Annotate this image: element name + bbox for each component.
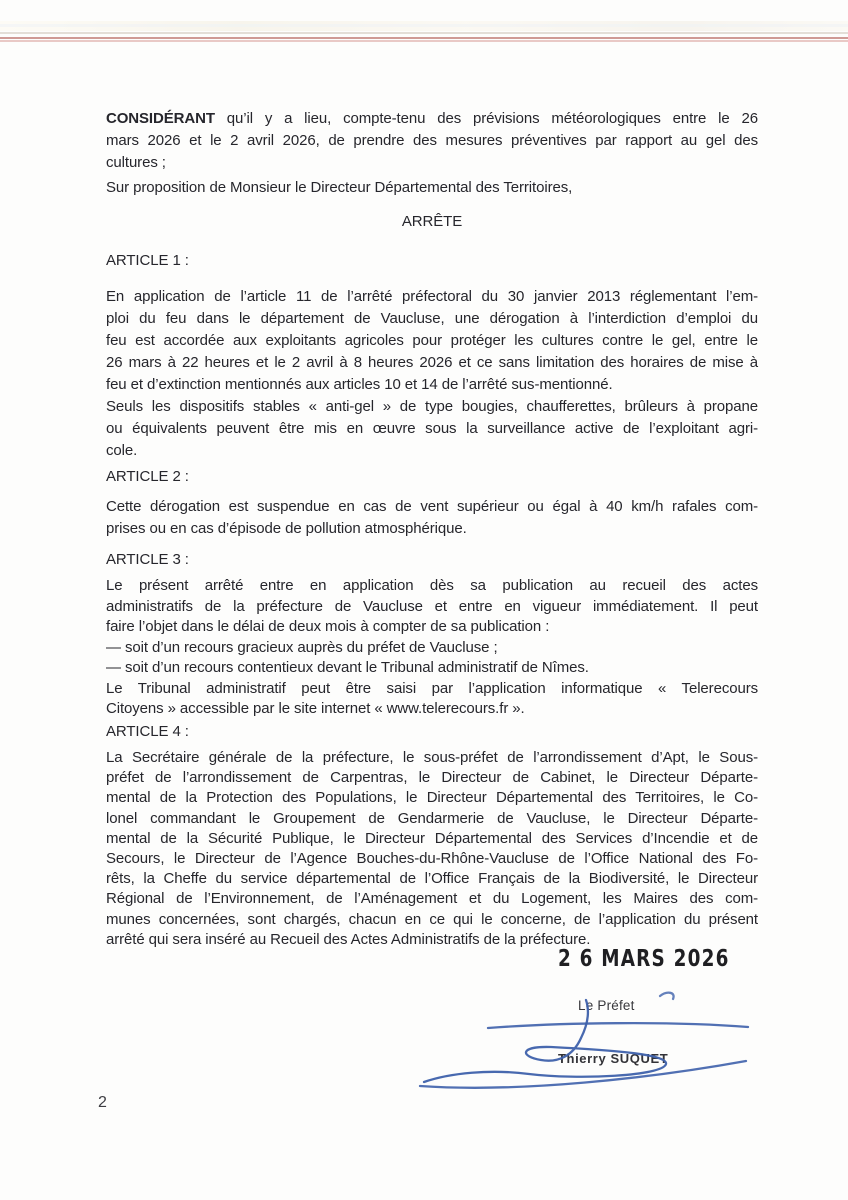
date-stamp: 2 6 MARS 2026 xyxy=(558,946,730,972)
text-line: 26 mars à 22 heures et le 2 avril à 8 heures 2026 et ce sans limitation des horaires de mise à xyxy=(106,354,758,371)
paragraph-article-1a xyxy=(106,286,758,396)
heading-article-2 xyxy=(106,466,758,488)
signature-title: Le Préfet xyxy=(578,998,635,1013)
scan-artifact-line xyxy=(0,40,848,42)
text-line: mental de la Sécurité Publique, le Directeur Départemental des Services d’Incendie et de xyxy=(106,829,758,847)
text-line: arrêté qui sera inséré au Recueil des Actes Administratifs de la préfecture. xyxy=(106,930,591,948)
text-line: préfet de l’arrondissement de Carpentras, le Directeur de Cabinet, le Directeur Départe- xyxy=(106,769,758,787)
text-line: prises ou en cas d’épisode de pollution atmosphérique. xyxy=(106,520,467,537)
text-line: lonel commandant le Groupement de Gendarmerie de Vaucluse, le Directeur Départe- xyxy=(106,809,758,827)
text-line: ARTICLE 3 : xyxy=(106,551,189,568)
paragraph-article-2 xyxy=(106,496,758,540)
text-line: Le Tribunal administratif peut être saisi par l’application informatique « Telerecours xyxy=(106,679,758,697)
heading-article-4 xyxy=(106,721,758,743)
text-line: feu et d’extinction mentionnés aux articles 10 et 14 de l’arrêté sus-mentionné. xyxy=(106,376,613,393)
text-line: — soit d’un recours contentieux devant le Tribunal administratif de Nîmes. xyxy=(106,659,589,676)
scan-artifact-line xyxy=(0,32,848,34)
paragraph-article-3 xyxy=(106,576,758,720)
text-line: rêts, la Cheffe du service départemental de l’Office Français de la Biodiversité, le Directeur xyxy=(106,870,758,888)
text-line: feu est accordée aux exploitants agricoles pour protéger les cultures contre le gel, entre le xyxy=(106,332,758,349)
text-line: — soit d’un recours gracieux auprès du préfet de Vaucluse ; xyxy=(106,638,498,656)
text-line: ou équivalents peuvent être mis en œuvre sous la surveillance active de l’exploitant agri- xyxy=(106,420,758,437)
text-line: Le présent arrêté entre en application dès sa publication au recueil des actes xyxy=(106,577,758,594)
text-line: ARTICLE 4 : xyxy=(106,723,189,740)
heading-article-3 xyxy=(106,549,758,571)
heading-arrete xyxy=(106,211,758,233)
paragraph-article-1b xyxy=(106,396,758,462)
paragraph-considerant xyxy=(106,108,758,174)
text-line: Régional de l’Environnement, de l’Aménagement et du Logement, les Maires des com- xyxy=(106,890,758,908)
text-line: Cette dérogation est suspendue en cas de vent supérieur ou égal à 40 km/h rafales com- xyxy=(106,498,758,515)
scan-artifact-band xyxy=(0,24,848,27)
paragraph-article-4 xyxy=(106,748,758,950)
text-line: En application de l’article 11 de l’arrêté préfectoral du 30 janvier 2013 réglementant l’em- xyxy=(106,288,758,305)
text-line: munes concernées, sont chargés, chacun en ce qui le concerne, de l’application du présent xyxy=(106,910,758,928)
text-line: administratifs de la préfecture de Vaucluse et entre en vigueur immédiatement. Il peut xyxy=(106,597,758,615)
paragraph-sur-proposition xyxy=(106,177,758,199)
text-line: mental de la Protection des Populations, le Directeur Départemental des Territoires, le Co- xyxy=(106,789,758,807)
heading-article-1 xyxy=(106,250,758,272)
signature-name: Thierry SUQUET xyxy=(558,1051,669,1066)
text-line: faire l’objet dans le délai de deux mois à compter de sa publication : xyxy=(106,618,550,635)
text-line: ARTICLE 2 : xyxy=(106,468,189,485)
scan-artifact-band xyxy=(0,21,848,31)
text-line: cultures ; xyxy=(106,154,166,171)
text-line: ARRÊTE xyxy=(401,213,463,230)
text-line: cole. xyxy=(106,442,138,459)
page-number: 2 xyxy=(98,1094,107,1111)
text-line: CONSIDÉRANT qu’il y a lieu, compte-tenu des prévisions météorologiques entre le 26 xyxy=(106,110,758,127)
text-line: Sur proposition de Monsieur le Directeur Départemental des Territoires, xyxy=(106,179,573,196)
text-line: Seuls les dispositifs stables « anti-gel » de type bougies, chaufferettes, brûleurs à propane xyxy=(106,398,758,415)
text-line: ploi du feu dans le département de Vaucluse, une dérogation à l’interdiction d’emploi du xyxy=(106,310,758,327)
scan-artifact-line xyxy=(0,37,848,39)
text-line: Secours, le Directeur de l’Agence Bouches-du-Rhône-Vaucluse de l’Office National des Fo- xyxy=(106,850,758,868)
text-line: Citoyens » accessible par le site internet « www.telerecours.fr ». xyxy=(106,700,525,717)
text-line: mars 2026 et le 2 avril 2026, de prendre des mesures préventives par rapport au gel des xyxy=(106,132,758,149)
text-line: La Secrétaire générale de la préfecture, le sous-préfet de l’arrondissement d’Apt, le Sous- xyxy=(106,749,758,766)
text-line: ARTICLE 1 : xyxy=(106,252,189,269)
